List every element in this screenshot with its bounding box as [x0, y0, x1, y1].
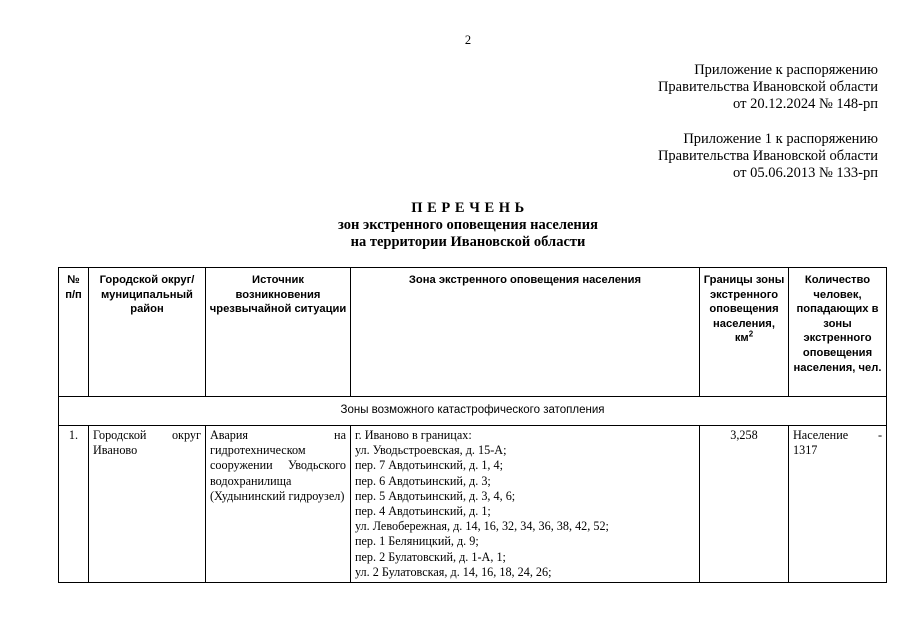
zone-line: ул. Левобережная, д. 14, 16, 32, 34, 36, 38, 42, 52; [355, 519, 609, 534]
appendix-original-line3: от 05.06.2013 № 133-рп [733, 165, 878, 181]
cell-area: 3,258 [700, 426, 789, 583]
appendix-original-line2: Правительства Ивановской области [657, 148, 878, 164]
appendix-current-line3: от 20.12.2024 № 148-рп [733, 96, 878, 112]
cell-people [789, 426, 887, 583]
people-value: 1317 [793, 443, 818, 458]
appendix-current-line1: Приложение к распоряжению [694, 62, 878, 78]
appendix-current-reference [658, 62, 878, 113]
cell-district: Городской округ Иваново [89, 426, 206, 583]
cell-num: 1. [59, 426, 89, 583]
zone-line: г. Иваново в границах: [355, 428, 472, 442]
title-main: П Е Р Е Ч Е Н Ь [411, 200, 525, 216]
zone-line: пер. 7 Авдотьинский, д. 1, 4; [355, 458, 504, 473]
appendix-current-line2: Правительства Ивановской области [657, 79, 878, 95]
zones-table [58, 267, 887, 583]
zone-line: пер. 2 Булатовский, д. 1-А, 1; [355, 549, 506, 564]
page-number: 2 [464, 33, 472, 47]
header-area-text: Границы зоны экстренного оповещения населения, км [703, 274, 785, 345]
header-zone: Зона экстренного оповещения населения [351, 268, 700, 397]
zone-line: ул. Уводьстроевская, д. 15-А; [355, 443, 507, 458]
section-title: Зоны возможного катастрофического затопления [59, 397, 887, 426]
people-line [793, 428, 882, 443]
zone-line: пер. 1 Беляницкий, д. 9; [355, 534, 479, 549]
title-line2: зон экстренного оповещения населения [338, 217, 598, 233]
header-people: Количество человек, попадающих в зоны экстренного оповещения населения, чел. [789, 268, 887, 397]
header-num: № п/п [59, 268, 89, 397]
zone-line: пер. 5 Авдотьинский, д. 3, 4, 6; [355, 488, 516, 503]
cell-zone [351, 426, 700, 583]
people-label: Население [793, 428, 849, 442]
section-row [59, 397, 887, 426]
document-title [0, 200, 905, 251]
header-source: Источник возникновения чрезвычайной ситуации [206, 268, 351, 397]
header-area-sup: 2 [748, 329, 754, 339]
appendix-original-line1: Приложение 1 к распоряжению [683, 131, 878, 147]
zone-line: пер. 6 Авдотьинский, д. 3; [355, 473, 491, 488]
cell-source: Авария на гидротехническом сооружении Уводьского водохранилища (Худынинский гидроузел) [206, 426, 351, 583]
people-dash: - [877, 428, 882, 442]
title-line3: на территории Ивановской области [350, 234, 586, 250]
table-row [59, 426, 887, 583]
header-area [700, 268, 789, 397]
zone-line: ул. 2 Булатовская, д. 14, 16, 18, 24, 26; [355, 564, 552, 579]
header-district: Городской округ/ муниципальный район [89, 268, 206, 397]
zone-line: пер. 4 Авдотьинский, д. 1; [355, 504, 491, 519]
table-header-row [59, 268, 887, 397]
appendix-original-reference [658, 131, 878, 182]
